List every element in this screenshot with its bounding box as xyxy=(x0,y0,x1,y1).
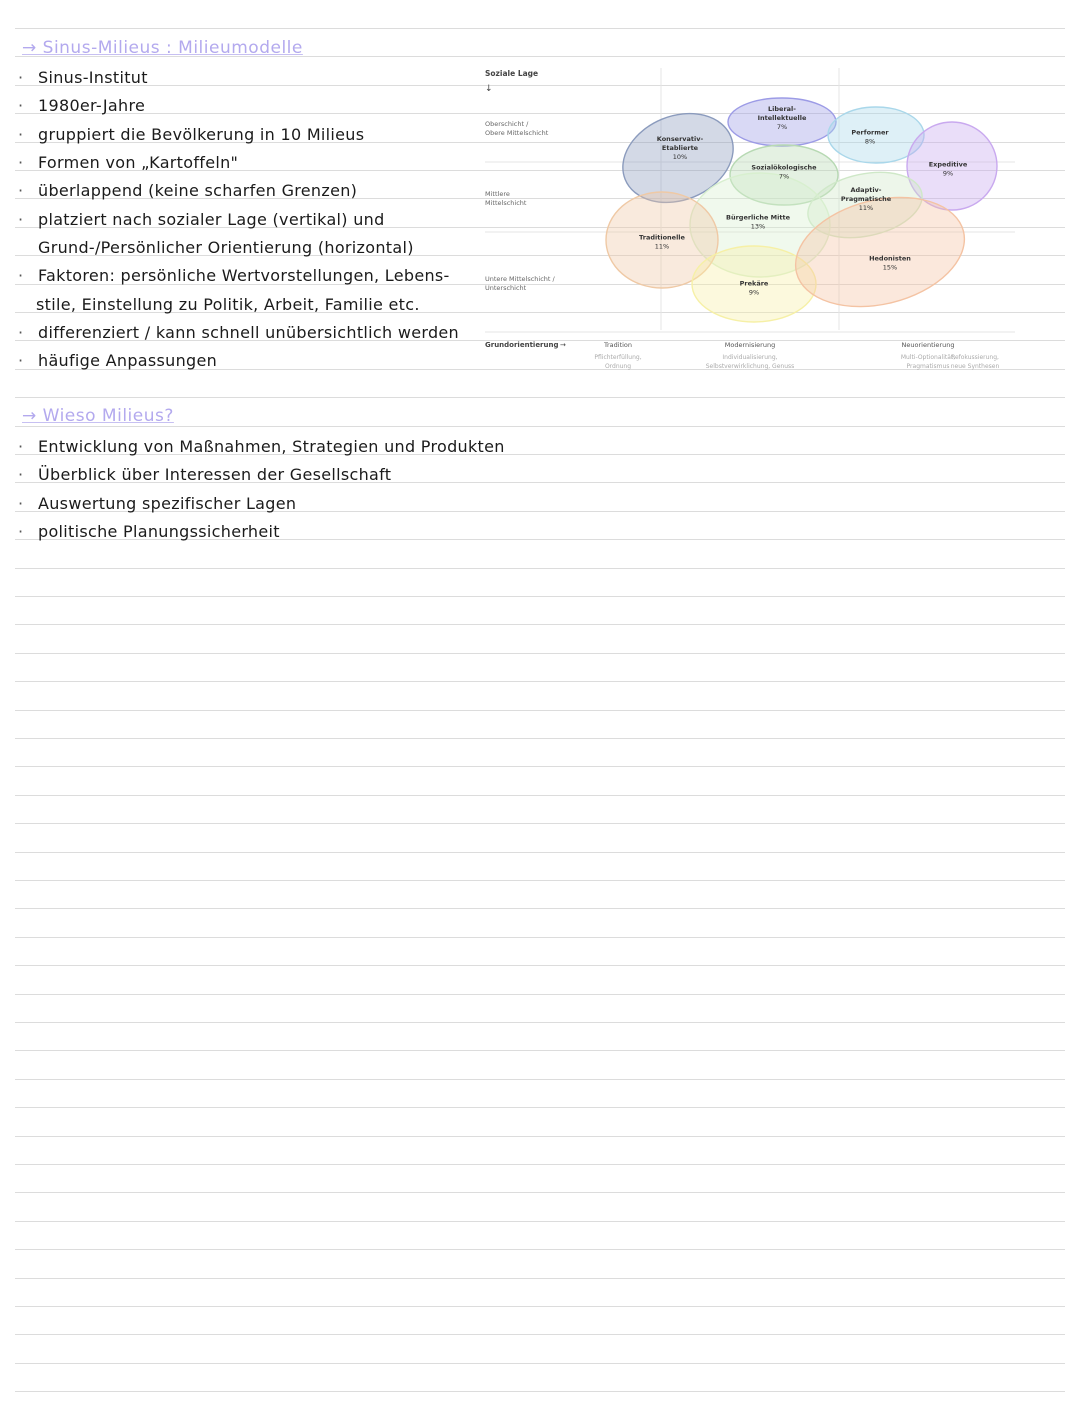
bullet-item xyxy=(18,96,145,116)
x-level-sublabel: Pflichterfüllung, xyxy=(594,354,642,361)
bullet-dot: · xyxy=(18,494,24,513)
milieu-name: Adaptiv- xyxy=(850,186,882,194)
milieu-name: Liberal- xyxy=(768,105,796,113)
bullet-item xyxy=(18,465,391,485)
x-level-sublabel: Ordnung xyxy=(604,363,632,370)
x-axis-title: Grundorientierung xyxy=(485,341,559,349)
y-level-label: Mittelschicht xyxy=(485,199,527,207)
bullet-dot: · xyxy=(18,437,24,456)
x-level-label: Neuorientierung xyxy=(901,341,955,349)
milieu-name: Etablierte xyxy=(661,144,699,152)
bullet-dot: · xyxy=(18,125,24,144)
bullet-dot: · xyxy=(18,210,24,229)
bullet-text: platziert nach sozialer Lage (vertikal) und xyxy=(38,210,385,229)
bullet-text: Auswertung spezifischer Lagen xyxy=(38,494,297,513)
bullet-dot: · xyxy=(18,351,24,370)
x-level-sublabel: neue Synthesen xyxy=(950,363,1000,370)
y-level-label: Obere Mittelschicht xyxy=(485,129,549,137)
bullet-text: 1980er-Jahre xyxy=(38,96,146,115)
milieu-name: Bürgerliche Mitte xyxy=(726,213,790,222)
x-level-sublabel: Multi-Optionalität, xyxy=(900,354,956,361)
bullet-item xyxy=(18,266,450,286)
bullet-item xyxy=(18,125,364,145)
bullet-text: Überblick über Interessen der Gesellschaft xyxy=(38,465,392,484)
milieu-share: 7% xyxy=(778,172,790,181)
bullet-dot: · xyxy=(18,465,24,484)
milieu-name: Hedonisten xyxy=(869,254,911,263)
y-level-label: Untere Mittelschicht / xyxy=(485,275,555,283)
milieu-share: 8% xyxy=(864,137,876,146)
milieu-share: 9% xyxy=(942,169,954,178)
x-level-label: Modernisierung xyxy=(724,341,776,349)
y-axis-arrow: ↓ xyxy=(485,84,493,94)
milieu-share: 7% xyxy=(776,123,788,131)
milieu-share: 11% xyxy=(858,204,874,212)
bullet-text: politische Planungssicherheit xyxy=(38,522,280,541)
y-level-label: Oberschicht / xyxy=(485,120,529,128)
bullet-item xyxy=(18,522,280,542)
x-axis-arrow: → xyxy=(560,341,566,349)
bullet-item xyxy=(18,210,385,230)
y-axis-title: Soziale Lage xyxy=(485,69,539,78)
sinus-milieus-chart xyxy=(480,60,1025,380)
bullet-item xyxy=(18,181,357,201)
bullet-dot: · xyxy=(18,323,24,342)
bullet-dot: · xyxy=(18,266,24,285)
bullet-dot: · xyxy=(18,153,24,172)
x-level-sublabel: Pragmatismus xyxy=(906,363,950,370)
section1-heading: → Sinus-Milieus : Milieumodelle xyxy=(22,38,303,58)
bullet-item xyxy=(18,153,238,173)
milieu-name: Konservativ- xyxy=(656,135,704,143)
milieu-name: Intellektuelle xyxy=(757,114,807,122)
milieu-name: Performer xyxy=(851,128,889,137)
bullet-text: Entwicklung von Maßnahmen, Strategien und Produkten xyxy=(38,437,505,456)
bullet-item xyxy=(18,351,217,371)
y-level-label: Unterschicht xyxy=(485,284,527,292)
milieu-name: Pragmatische xyxy=(840,195,892,203)
bullet-item xyxy=(18,437,505,457)
x-level-sublabel: Individualisierung, xyxy=(722,354,778,361)
milieu-share: 13% xyxy=(750,222,766,231)
bullet-dot: · xyxy=(18,522,24,541)
milieu-share: 11% xyxy=(654,242,670,251)
x-level-label: Tradition xyxy=(603,341,633,349)
section2-heading: → Wieso Milieus? xyxy=(22,406,174,426)
bullet-continuation: Grund-/Persönlicher Orientierung (horizontal) xyxy=(38,238,414,257)
milieu-share: 9% xyxy=(748,288,760,297)
bullet-item xyxy=(18,68,148,88)
bullet-continuation: stile, Einstellung zu Politik, Arbeit, Familie etc. xyxy=(36,295,420,314)
milieu-name: Prekäre xyxy=(739,279,769,288)
bullet-dot: · xyxy=(18,68,24,87)
bullet-text: Sinus-Institut xyxy=(38,68,148,87)
bullet-text: Faktoren: persönliche Wertvorstellungen, Lebens- xyxy=(38,266,450,285)
milieu-name: Traditionelle xyxy=(639,233,685,242)
x-level-sublabel: Refokussierung, xyxy=(951,354,999,361)
bullet-text: Formen von „Kartoffeln" xyxy=(38,153,239,172)
milieu-name: Expeditive xyxy=(928,160,968,169)
milieu-share: 15% xyxy=(882,263,898,272)
bullet-text: überlappend (keine scharfen Grenzen) xyxy=(38,181,358,200)
milieu-name: Sozialökologische xyxy=(751,163,817,172)
x-level-sublabel: Selbstverwirklichung, Genuss xyxy=(705,363,795,370)
y-level-label: Mittlere xyxy=(485,190,510,198)
bullet-text: differenziert / kann schnell unübersichtlich werden xyxy=(38,323,459,342)
bullet-text: gruppiert die Bevölkerung in 10 Milieus xyxy=(38,125,365,144)
bullet-item xyxy=(18,494,296,514)
bullet-item xyxy=(18,323,459,343)
bullet-text: häufige Anpassungen xyxy=(38,351,218,370)
bullet-dot: · xyxy=(18,96,24,115)
bullet-dot: · xyxy=(18,181,24,200)
milieu-share: 10% xyxy=(672,153,688,161)
